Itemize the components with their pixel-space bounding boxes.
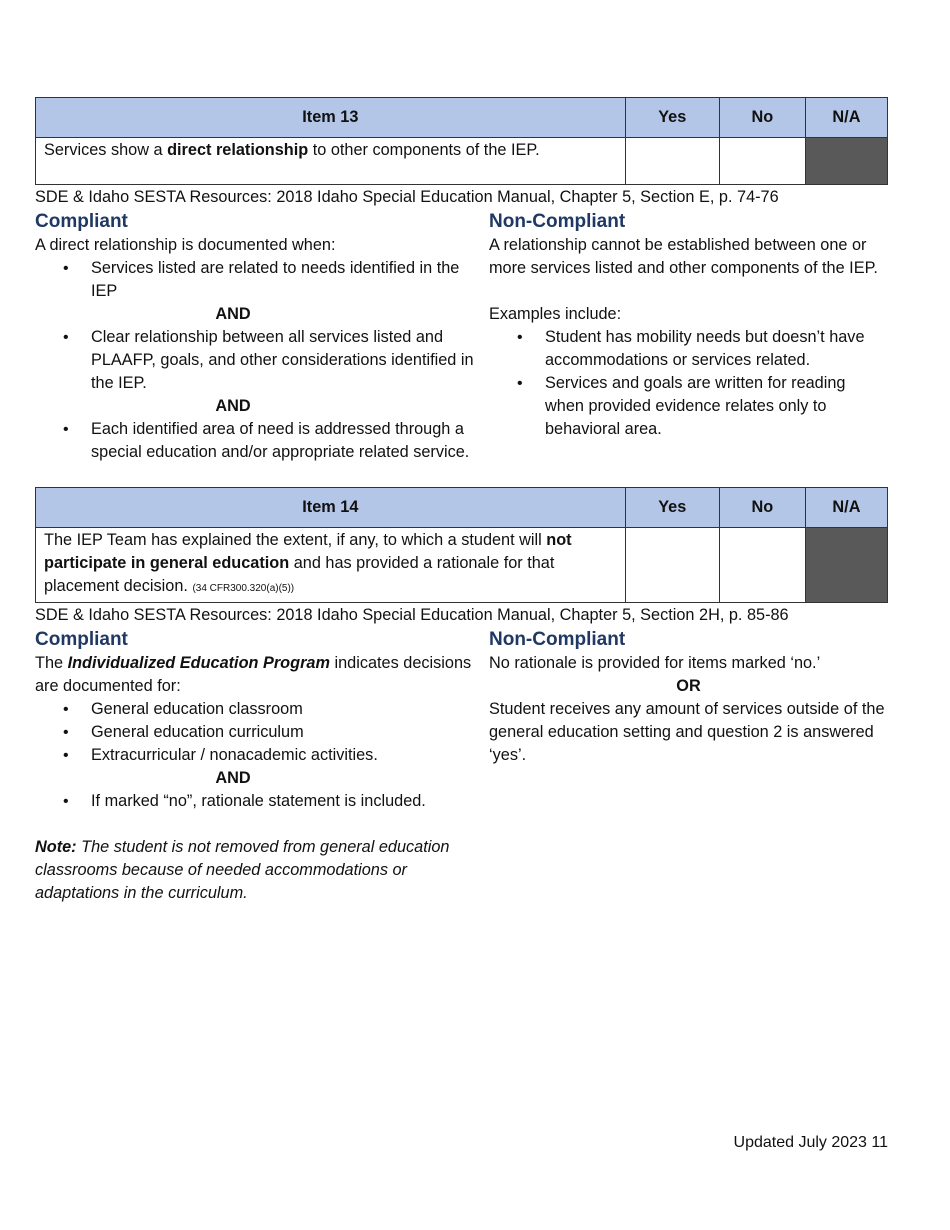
list-item: • Services and goals are written for reading when provided evidence relates only to behavioral area. bbox=[545, 372, 888, 441]
item-14-noncompliant-line2: Student receives any amount of services outside of the general education setting and question 2 is answered ‘yes’. bbox=[489, 700, 885, 764]
item-13-examples-list bbox=[489, 326, 888, 441]
and-connector: AND bbox=[215, 769, 251, 787]
item-13-citation: SDE & Idaho SESTA Resources: 2018 Idaho Special Education Manual, Chapter 5, Section E, p. 74-76 bbox=[35, 188, 779, 206]
and-connector: AND bbox=[215, 397, 251, 415]
item-14-compliant-heading: Compliant bbox=[35, 629, 128, 650]
intro-text: The bbox=[35, 654, 68, 672]
item-14-yes-cell[interactable] bbox=[625, 528, 719, 603]
and-connector: AND bbox=[215, 305, 251, 323]
item-13-no-cell[interactable] bbox=[719, 138, 805, 185]
document-page bbox=[35, 97, 888, 905]
list-item: • General education classroom bbox=[91, 698, 489, 721]
item-14-compliant-column bbox=[35, 628, 489, 905]
item-14-desc-text-end: and has provided a rationale for that placement decision. bbox=[44, 554, 555, 595]
item-14-criteria bbox=[35, 628, 888, 905]
item-13-examples-label: Examples include: bbox=[489, 305, 622, 323]
item-14-noncompliant-column bbox=[489, 628, 888, 905]
item-14-compliant-list bbox=[35, 698, 489, 767]
item-13-criteria bbox=[35, 210, 888, 464]
item-14-cfr-reference: (34 CFR300.320(a)(5)) bbox=[192, 583, 295, 594]
item-14-title: Item 14 bbox=[36, 488, 626, 528]
item-13-title: Item 13 bbox=[36, 98, 626, 138]
list-item: • Each identified area of need is addressed through a special education and/or appropriate related service. bbox=[91, 418, 489, 464]
item-13-desc-text-end: to other components of the IEP. bbox=[308, 141, 540, 159]
item-14-citation: SDE & Idaho SESTA Resources: 2018 Idaho Special Education Manual, Chapter 5, Section 2H, p. 85-86 bbox=[35, 606, 789, 624]
item-14-desc-text: The IEP Team has explained the extent, if any, to which a student will bbox=[44, 531, 547, 549]
item-14-compliant-list-2 bbox=[35, 790, 489, 813]
note-text: The student is not removed from general education classrooms because of needed accommodations or adaptations in the curriculum. bbox=[35, 838, 450, 902]
list-item: • Clear relationship between all services listed and PLAAFP, goals, and other considerations identified in the IEP. bbox=[91, 326, 489, 395]
item-14-description bbox=[36, 528, 626, 603]
item-13-noncompliant-intro: A relationship cannot be established between one or more services listed and other components of the IEP. bbox=[489, 236, 878, 277]
item-13-no-header: No bbox=[719, 98, 805, 138]
or-connector: OR bbox=[676, 677, 701, 695]
list-item: • General education curriculum bbox=[91, 721, 489, 744]
item-14-no-header: No bbox=[719, 488, 805, 528]
item-13-na-header: N/A bbox=[805, 98, 887, 138]
item-13-compliant-list bbox=[35, 257, 489, 303]
item-13-na-cell bbox=[805, 138, 887, 185]
item-13-header-row bbox=[36, 98, 888, 138]
item-13-description bbox=[36, 138, 626, 185]
list-item: • Extracurricular / nonacademic activities. bbox=[91, 744, 489, 767]
item-14-table bbox=[35, 487, 888, 603]
note-label: Note: bbox=[35, 838, 77, 856]
item-13-desc-bold: direct relationship bbox=[167, 141, 309, 159]
intro-text-end: indicates decisions are documented for: bbox=[35, 654, 472, 695]
item-13-desc-text: Services show a bbox=[44, 141, 168, 159]
item-14-no-cell[interactable] bbox=[719, 528, 805, 603]
item-13-compliant-list-3 bbox=[35, 418, 489, 464]
item-13-compliant-heading: Compliant bbox=[35, 211, 128, 232]
item-13-noncompliant-heading: Non-Compliant bbox=[489, 211, 626, 232]
item-13-noncompliant-column bbox=[489, 210, 888, 464]
item-14-noncompliant-line1: No rationale is provided for items marked ‘no.’ bbox=[489, 654, 821, 672]
item-14-noncompliant-heading: Non-Compliant bbox=[489, 629, 626, 650]
item-13-compliant-intro: A direct relationship is documented when: bbox=[35, 236, 336, 254]
list-item: • Student has mobility needs but doesn’t have accommodations or services related. bbox=[545, 326, 888, 372]
item-14-yes-header: Yes bbox=[625, 488, 719, 528]
intro-bold-italic: Individualized Education Program bbox=[67, 654, 330, 672]
item-14-desc-bold: not participate in general education bbox=[44, 531, 572, 572]
item-14-row bbox=[36, 528, 888, 603]
item-14-na-cell bbox=[805, 528, 887, 603]
item-14-note bbox=[35, 836, 489, 905]
item-13-compliant-list-2 bbox=[35, 326, 489, 395]
item-14-compliant-intro bbox=[35, 652, 489, 698]
item-13-row bbox=[36, 138, 888, 185]
item-14-header-row bbox=[36, 488, 888, 528]
item-13-compliant-column bbox=[35, 210, 489, 464]
page-footer: Updated July 2023 11 bbox=[733, 1134, 888, 1151]
list-item: • If marked “no”, rationale statement is included. bbox=[91, 790, 489, 813]
list-item: • Services listed are related to needs identified in the IEP bbox=[91, 257, 489, 303]
item-14-na-header: N/A bbox=[805, 488, 887, 528]
item-13-yes-cell[interactable] bbox=[625, 138, 719, 185]
item-13-table bbox=[35, 97, 888, 185]
item-13-yes-header: Yes bbox=[625, 98, 719, 138]
